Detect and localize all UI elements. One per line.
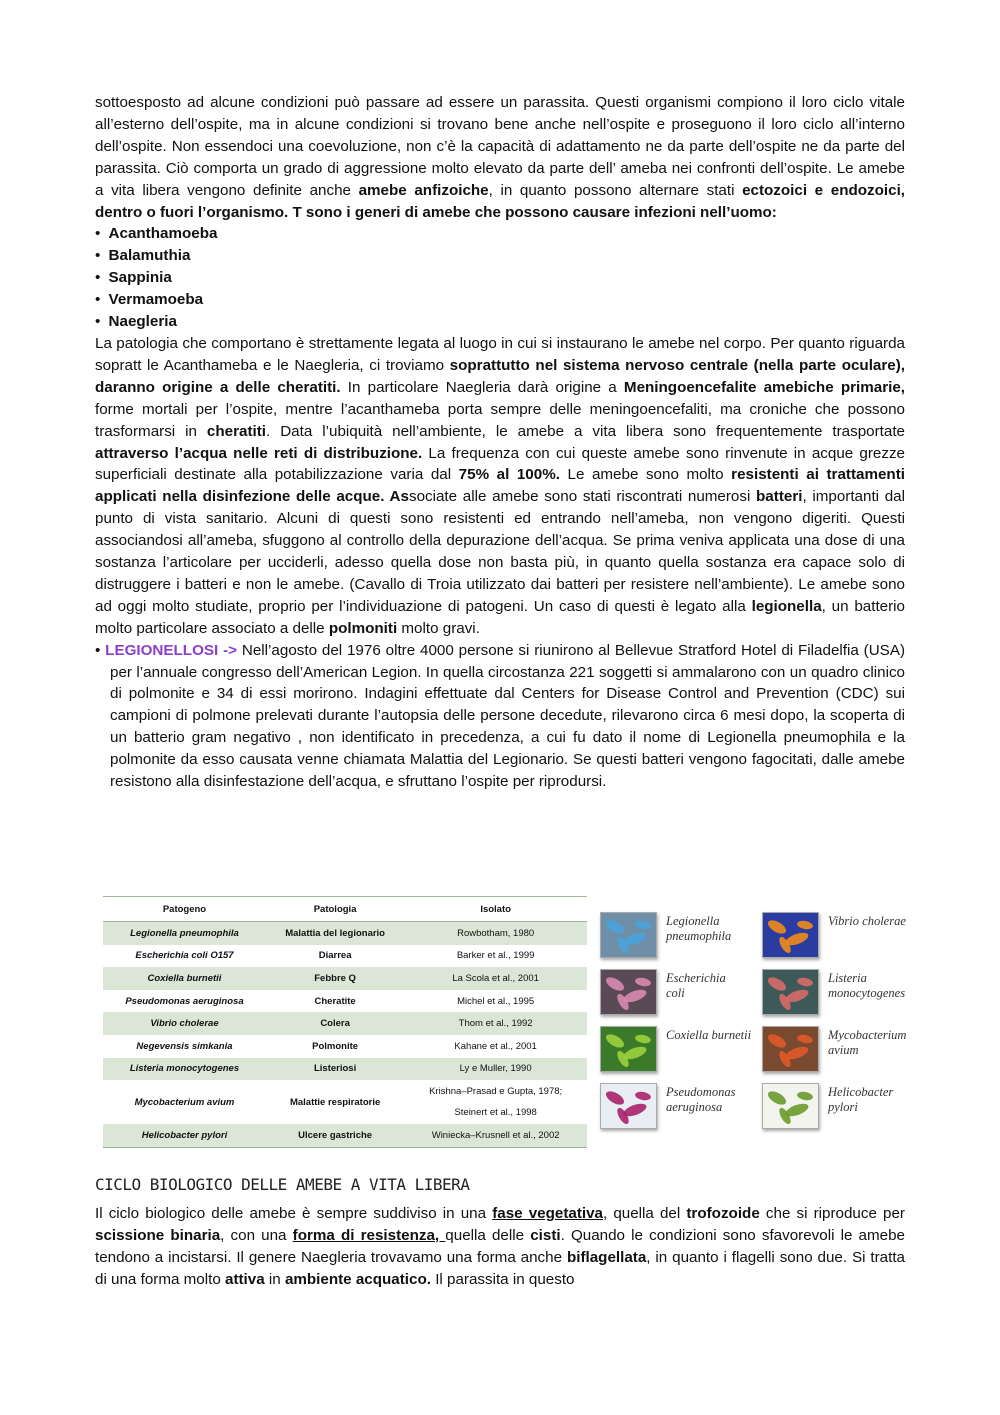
bacteria-name: [828, 1085, 938, 1115]
cell-isolato: Michel et al., 1995: [457, 995, 535, 1007]
bold-text: legionella: [751, 597, 822, 615]
header-patogeno: Patogeno: [103, 897, 266, 922]
bacterium-shape: [634, 920, 651, 931]
pathogen-table: [103, 896, 587, 1148]
cell-patologia: Ulcere gastriche: [266, 1124, 404, 1147]
bacteria-name: [828, 971, 938, 1001]
bacterium-shape: [766, 1089, 788, 1108]
bacteria-item: [762, 910, 930, 960]
table-row: [103, 1035, 587, 1058]
bacteria-item: [600, 967, 768, 1017]
bacteria-micrograph-image: [762, 969, 819, 1015]
text: molto gravi.: [397, 619, 480, 637]
bold-text: amebe anfizoiche: [358, 181, 489, 199]
bacteria-illustrations: [600, 910, 930, 1130]
cell-isolato: Ly e Muller, 1990: [404, 1058, 587, 1081]
cell-isolato: La Scola et al., 2001: [404, 967, 587, 990]
text: , con una: [220, 1226, 293, 1244]
list-item: • Balamuthia: [95, 245, 905, 267]
bold-text: biflagellata: [566, 1248, 647, 1266]
bacteria-micrograph-image: [600, 1083, 657, 1129]
bacteria-name-line: Coxiella burnetii: [666, 1028, 752, 1042]
text: , in quanto i flagelli sono due. Si tratta di una forma molto: [95, 1248, 905, 1288]
cell-isolato: Winiecka–Krusnell et al., 2002: [404, 1124, 587, 1147]
bacteria-item: [762, 1081, 930, 1131]
text: . Data l’ubiquità nell’ambiente, le amebe a vita libera sono frequentemente trasportate: [266, 422, 905, 440]
cell-patogeno: Legionella pneumophila: [103, 922, 266, 945]
bacteria-micrograph-image: [762, 1083, 819, 1129]
text: forme mortali per l’ospite, mentre l’acanthameba porta sempre delle meningoencefaliti, ma croniche che possono trasformarsi in: [95, 400, 905, 440]
bacteria-item: [600, 910, 768, 960]
text: , in quanto possono alternare stati: [488, 181, 743, 199]
table-header-row: [103, 897, 587, 922]
table-row: [103, 1080, 587, 1124]
bacteria-name-line: Mycobacterium: [828, 1028, 907, 1042]
table-row: [103, 990, 587, 1013]
cell-patogeno: Pseudomonas aeruginosa: [125, 995, 244, 1007]
cell-isolato: [404, 1080, 587, 1124]
table-row: [103, 1124, 587, 1147]
cell-isolato: Thom et al., 1992: [404, 1012, 587, 1035]
cell-isolato-line: Steinert et al., 1998: [454, 1107, 537, 1119]
text: La frequenza con cui queste amebe sono rinvenute in acque grezze superficiali destinate alla potabilizzazione varia dal: [95, 444, 905, 484]
bacterium-shape: [766, 975, 788, 994]
cell-patogeno: Negevensis simkania: [136, 1040, 233, 1052]
bacteria-name-line: avium: [828, 1043, 859, 1057]
table-row: [103, 945, 587, 968]
bold-text: batteri: [756, 488, 803, 506]
cell-patologia: Malattia del legionario: [266, 922, 404, 945]
cell-patologia: Diarrea: [318, 950, 352, 962]
cell-patologia: Listeriosi: [266, 1058, 404, 1081]
bacteria-item: [600, 1081, 768, 1131]
paragraph-intro: [95, 92, 905, 223]
list-item: • Acanthamoeba: [95, 223, 905, 245]
legionellosi-text: Nell’agosto del 1976 oltre 4000 persone si riunirono al Bellevue Stratford Hotel di Filadelfia (USA) per l’annuale congresso dell’American Legion. In quella circostanza 221 soggetti si ammalarono con un quadro clinico di polmonite e 34 di essi morirono. Indagini effettuate dal Centers for Disease Control and Prevention (CDC) sui campioni di polmone prelevati durante l’autopsia delle persone decedute, rilevarono circa 6 mesi dopo, la scoperta di un batterio gram negativo , non identificato in precedenza, a cui fu dato il nome di Legionella pneumophila e la polmonite da esso causata venne chiamata Malattia del Legionario. Se questi batteri vengono fagocitati, dalle amebe resistono alla disinfestazione dell’acqua, e sfruttano l’ospite per riprodursi.: [110, 641, 905, 791]
bacteria-name-line: Pseudomonas: [666, 1085, 736, 1099]
bacteria-name-line: Helicobacter: [828, 1085, 894, 1099]
bold-text: cheratiti: [206, 422, 267, 440]
cell-isolato: Kahane et al., 2001: [454, 1040, 537, 1052]
bold-text: soprattutto nel sistema nervoso centrale (nella parte oculare), daranno origine a delle cheratiti.: [95, 356, 905, 396]
bacterium-shape: [796, 920, 813, 931]
cell-patogeno: Coxiella burnetii: [103, 967, 266, 990]
text: , quella del: [603, 1205, 687, 1222]
bold-text: scissione binaria: [95, 1226, 221, 1244]
bacteria-name-line: Escherichia: [666, 971, 726, 985]
bacteria-name-line: monocytogenes: [828, 986, 906, 1000]
bacterium-shape: [604, 975, 626, 994]
bacteria-item: [762, 967, 930, 1017]
cell-patologia: Polmonite: [312, 1040, 359, 1052]
cell-patogeno: Vibrio cholerae: [103, 1012, 266, 1035]
bacteria-item: [600, 1024, 768, 1074]
bacteria-name-line: coli: [666, 986, 685, 1000]
cell-isolato-line: Krishna–Prasad e Gupta, 1978;: [429, 1086, 563, 1098]
bold-text: resistenti ai trattamenti applicati nella disinfezione delle acque. As: [95, 466, 905, 506]
legionellosi-label: LEGIONELLOSI ->: [105, 641, 238, 659]
cell-patologia: Cheratite: [314, 995, 356, 1007]
bold-text: 75% al 100%.: [458, 466, 560, 484]
bacteria-item: [762, 1024, 930, 1074]
header-isolato: Isolato: [404, 897, 587, 922]
bold-text: trofozoide: [686, 1205, 760, 1222]
bold-text: attraverso l’acqua nelle reti di distribuzione.: [95, 444, 423, 462]
list-item: • Sappinia: [95, 267, 905, 289]
bacteria-name-line: pylori: [828, 1100, 858, 1114]
bacteria-name: [666, 1028, 776, 1043]
bacteria-name: [666, 914, 776, 944]
bacteria-micrograph-image: [600, 912, 657, 958]
bold-text: ambiente acquatico.: [284, 1270, 431, 1288]
text: , un batterio molto particolare associato a delle: [95, 597, 905, 637]
cell-patogeno: Mycobacterium avium: [134, 1096, 235, 1108]
cell-patologia: Febbre Q: [266, 967, 404, 990]
cell-isolato: Rowbotham, 1980: [404, 922, 587, 945]
bold-text: Meningoencefalite amebiche primarie,: [623, 378, 905, 396]
cell-patogeno: Helicobacter pylori: [103, 1124, 266, 1147]
genera-list: [95, 223, 905, 333]
cell-patogeno: Escherichia coli O157: [135, 950, 234, 962]
bacterium-shape: [766, 1032, 788, 1051]
bacterium-shape: [634, 1034, 651, 1045]
section-heading: CICLO BIOLOGICO DELLE AMEBE A VITA LIBERA: [95, 1175, 470, 1194]
list-item: • Naegleria: [95, 311, 905, 333]
cell-patologia: Malattie respiratorie: [289, 1096, 381, 1108]
bacterium-shape: [766, 918, 788, 937]
bacteria-name: [828, 914, 938, 929]
bacteria-micrograph-image: [762, 1026, 819, 1072]
bacteria-name: [666, 971, 776, 1001]
bacteria-name-line: pneumophila: [666, 929, 732, 943]
paragraph-cycle: [95, 1203, 905, 1291]
bacteria-micrograph-image: [762, 912, 819, 958]
legionellosi-bullet: • LEGIONELLOSI -> Nell’agosto del 1976 oltre 4000 persone si riunirono al Bellevue Stratford Hotel di Filadelfia (USA) per l’annuale congresso dell’American Legion. In quella circostanza 221 soggetti si ammalarono con un quadro clinico di polmonite e 34 di essi morirono. Indagini effettuate dal Centers for Disease Control and Prevention (CDC) sui campioni di polmone prelevati durante l’autopsia delle persone decedute, rilevarono circa 6 mesi dopo, la scoperta di un batterio gram negativo , non identificato in precedenza, a cui fu dato il nome di Legionella pneumophila e la polmonite da esso causata venne chiamata Malattia del Legionario. Se questi batteri vengono fagocitati, dalle amebe resistono alla disinfestazione dell’acqua, e sfruttano l’ospite per riprodursi.: [95, 641, 905, 791]
bold-text: polmoniti: [328, 619, 398, 637]
bold-text: ectozoici e endozoici, dentro o fuori l’organismo. T sono i generi di amebe che possono causare infezioni nell’uomo:: [95, 181, 906, 221]
bacteria-name: [828, 1028, 938, 1058]
cell-patologia: Colera: [266, 1012, 404, 1035]
bacteria-name-line: Listeria: [828, 971, 867, 985]
text: La patologia che comportano è strettamente legata al luogo in cui si instaurano le amebe nel corpo. Per quanto riguarda sopratt le Acanthameba e le Naegleria, ci troviamo: [95, 334, 905, 374]
bacterium-shape: [604, 918, 626, 937]
cell-patogeno: Listeria monocytogenes: [103, 1058, 266, 1081]
header-patologia: Patologia: [266, 897, 404, 922]
document-body-continued: [95, 1203, 905, 1291]
table-row: [103, 922, 587, 945]
bacterium-shape: [796, 1091, 813, 1102]
bacterium-shape: [796, 1034, 813, 1045]
bacteria-name-line: Legionella: [666, 914, 720, 928]
table-row: [103, 1058, 587, 1081]
text: Il parassita in questo: [430, 1270, 575, 1288]
underlined-text: fase vegetativa: [492, 1205, 603, 1222]
bacteria-micrograph-image: [600, 1026, 657, 1072]
bacteria-name: [666, 1085, 776, 1115]
table-row: [103, 967, 587, 990]
bold-text: attiva: [225, 1270, 265, 1288]
underlined-text: forma di resistenza,: [292, 1226, 446, 1244]
bacterium-shape: [634, 1091, 651, 1102]
text: Le amebe sono molto: [559, 466, 732, 484]
list-item: • Vermamoeba: [95, 289, 905, 311]
text: sociate alle amebe sono stati riscontrati numerosi: [408, 488, 757, 506]
bacteria-micrograph-image: [600, 969, 657, 1015]
text: . Quando le condizioni sono sfavorevoli le amebe tendono a incistarsi. Il genere Naegleria trovavamo una forma anche: [95, 1226, 905, 1266]
document-body: [95, 92, 905, 793]
bacterium-shape: [604, 1032, 626, 1051]
bacteria-name-line: Vibrio cholerae: [828, 914, 906, 928]
text: Il ciclo biologico delle amebe è sempre suddiviso in una: [95, 1205, 493, 1222]
text: , importanti dal punto di vista sanitario. Alcuni di questi sono resistenti ed entrando nell’ameba, non vengono digeriti. Questi associandosi all’ameba, sfuggono al controllo della depurazione dell’acqua. Se prima veniva applicata una dose di una sostanza l’articolare per ucciderli, adesso quella dose non basta più, in quanto quella sostanza era capace solo di distruggere i batteri e non le amebe. (Cavallo di Troia utilizzato dai batteri per resistere nell’ambiente). Le amebe sono ad oggi molto studiate, proprio per l’individuazione di patogeni. Un caso di questi è legato alla: [95, 488, 905, 615]
text: che si riproduce per: [759, 1205, 905, 1222]
text: quella delle: [445, 1226, 531, 1244]
paragraph-pathology: [95, 333, 905, 640]
text: In particolare Naegleria darà origine a: [340, 378, 624, 396]
table-row: [103, 1012, 587, 1035]
text: sottoesposto ad alcune condizioni può passare ad essere un parassita. Questi organismi compiono il loro ciclo vitale all’esterno dell’ospite, ma in alcune condizioni si trovano bene anche nell’ospite e proseguono il loro ciclo all’interno dell’ospite. Non essendoci una coevoluzione, non c’è la capacità di adattamento ne da parte dell’ospite ne da parte del parassita. Ciò comporta un grado di aggressione molto elevato da parte dell’ ameba nei confronti dell’ospite. Le amebe a vita libera vengono definite anche: [95, 94, 905, 199]
bacterium-shape: [634, 977, 651, 988]
bacteria-name-line: aeruginosa: [666, 1100, 723, 1114]
text: in: [264, 1270, 285, 1288]
bold-text: cisti: [530, 1226, 561, 1244]
bacterium-shape: [796, 977, 813, 988]
cell-isolato: Barker et al., 1999: [456, 950, 535, 962]
bacterium-shape: [604, 1089, 626, 1108]
